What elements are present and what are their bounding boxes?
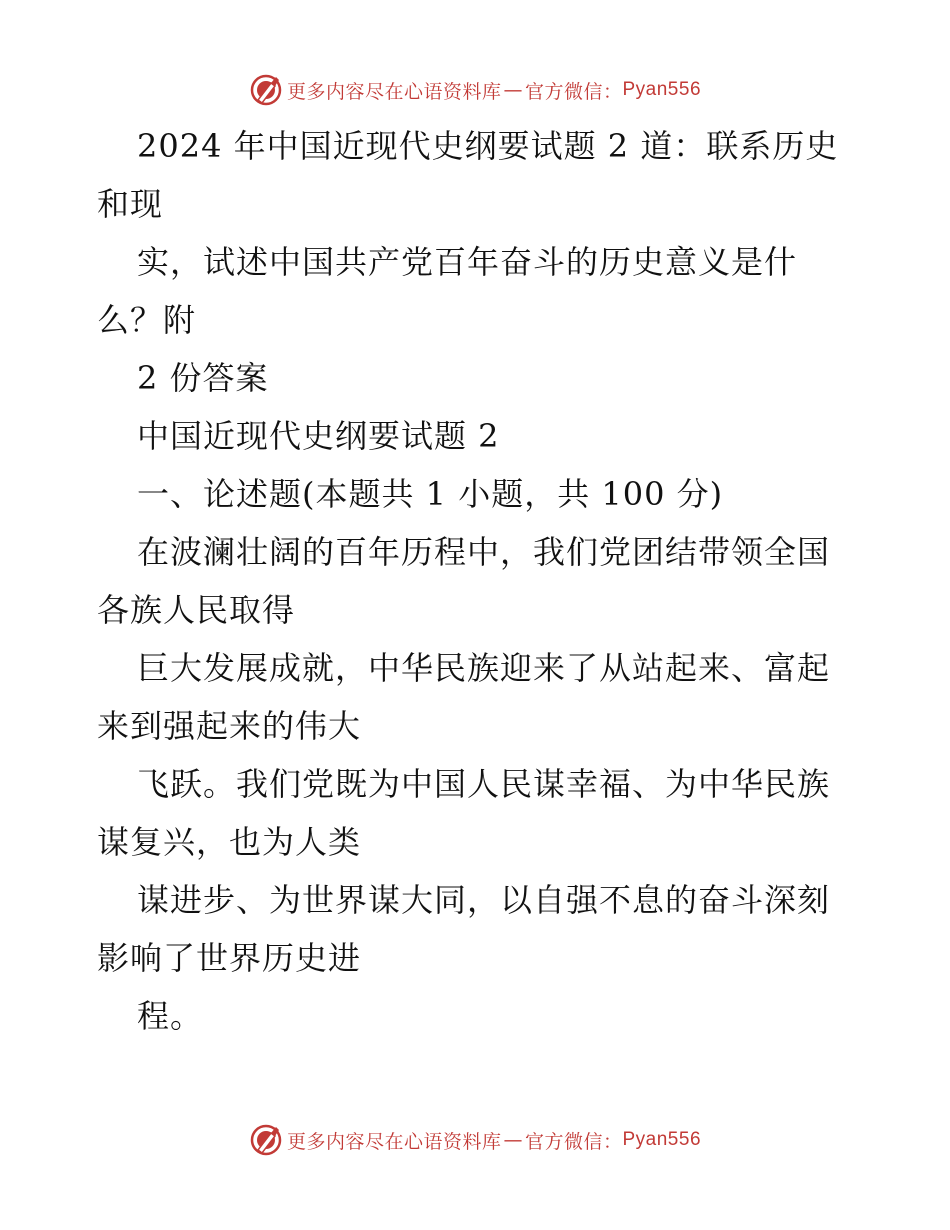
text-line: 2 份答案 xyxy=(137,359,269,397)
banner-separator: — xyxy=(503,1129,523,1151)
text-line: 和现 xyxy=(97,185,164,223)
text-line: 巨大发展成就，中华民族迎来了从站起来、富起 xyxy=(137,649,831,687)
banner-wechat-label: 官方微信： xyxy=(524,1130,623,1153)
text-line: 飞跃。我们党既为中国人民谋幸福、为中华民族 xyxy=(137,765,831,803)
banner-wechat-id: Pyan556 xyxy=(622,1129,702,1150)
text-line: 在波澜壮阔的百年历程中，我们党团结带领全国 xyxy=(137,533,831,571)
document-body xyxy=(97,117,857,1045)
banner-site-text: 更多内容尽在心语资料库 xyxy=(286,1130,502,1153)
text-line: 程。 xyxy=(137,997,204,1035)
section-title: 中国近现代史纲要试题 2 xyxy=(137,417,500,455)
text-line: 谋复兴，也为人类 xyxy=(97,823,362,861)
banner-site-text: 更多内容尽在心语资料库 xyxy=(286,80,502,103)
text-line: 谋进步、为世界谋大同，以自强不息的奋斗深刻 xyxy=(137,881,831,919)
footer-banner xyxy=(0,1120,950,1160)
text-line: 2024 年中国近现代史纲要试题 2 道：联系历史 xyxy=(137,127,839,165)
banner-wechat-label: 官方微信： xyxy=(524,80,623,103)
pen-logo-icon xyxy=(249,73,283,107)
text-line: 来到强起来的伟大 xyxy=(97,707,362,745)
pen-logo-icon xyxy=(249,1123,283,1157)
question-heading: 一、论述题(本题共 1 小题，共 100 分) xyxy=(137,475,724,513)
banner-wechat-id: Pyan556 xyxy=(622,79,702,100)
text-line: 么？附 xyxy=(97,301,197,339)
text-line: 影响了世界历史进 xyxy=(97,939,362,977)
header-banner xyxy=(0,70,950,110)
text-line: 各族人民取得 xyxy=(97,591,296,629)
banner-separator: — xyxy=(503,79,523,101)
text-line: 实，试述中国共产党百年奋斗的历史意义是什 xyxy=(137,243,798,281)
